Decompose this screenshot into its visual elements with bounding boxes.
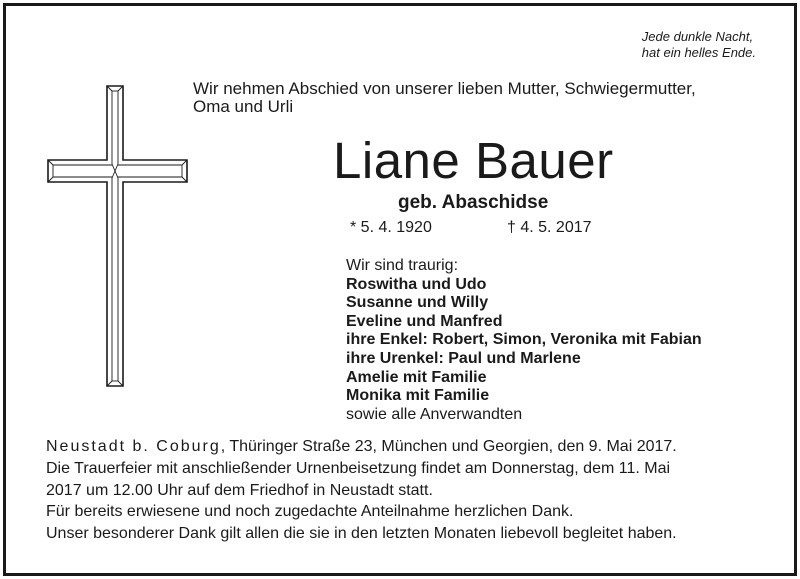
death-date: † 4. 5. 2017 xyxy=(507,219,592,236)
ceremony-line-2: 2017 um 12.00 Uhr auf dem Friedhof in Neustadt statt. xyxy=(46,481,433,499)
life-dates xyxy=(350,218,592,238)
mourner-entry: Eveline und Manfred xyxy=(346,312,503,330)
thanks-line-2: Unser besonderer Dank gilt allen die sie in den letzten Monaten liebevoll begleitet haben. xyxy=(46,525,677,543)
mourner-entry: ihre Urenkel: Paul und Marlene xyxy=(346,349,581,367)
address-date: , Thüringer Straße 23, München und Georgien, den 9. Mai 2017. xyxy=(220,438,677,455)
ceremony-details xyxy=(46,436,766,545)
motto xyxy=(642,29,756,61)
intro-text xyxy=(193,80,753,116)
mourner-entry: Monika mit Familie xyxy=(346,387,490,405)
intro-line-2: Oma und Urli xyxy=(193,97,294,116)
mourner-entry: Roswitha und Udo xyxy=(346,275,487,293)
place-date-line xyxy=(46,436,766,458)
cross-icon xyxy=(46,84,190,388)
mourners-heading: Wir sind traurig: xyxy=(346,257,459,274)
mourners-closing: sowie alle Anverwandten xyxy=(346,405,523,423)
maiden-name: geb. Abaschidse xyxy=(398,192,549,213)
birth-date: * 5. 4. 1920 xyxy=(350,219,432,236)
mourner-entry: ihre Enkel: Robert, Simon, Veronika mit Fabian xyxy=(346,331,702,349)
intro-line-1: Wir nehmen Abschied von unserer lieben Mutter, Schwiegermutter, xyxy=(193,79,696,98)
mourners-list xyxy=(346,257,702,424)
mourner-entry: Susanne und Willy xyxy=(346,294,489,312)
deceased-name: Liane Bauer xyxy=(333,132,614,189)
town-name: Neustadt b. Coburg xyxy=(46,438,221,455)
thanks-line-1: Für bereits erwiesene und noch zugedachte Anteilnahme herzlichen Dank. xyxy=(46,503,574,521)
motto-line-1: Jede dunkle Nacht, xyxy=(641,29,754,44)
mourner-entry: Amelie mit Familie xyxy=(346,368,487,386)
motto-line-2: hat ein helles Ende. xyxy=(641,45,756,60)
ceremony-line-1: Die Trauerfeier mit anschließender Urnenbeisetzung findet am Donnerstag, dem 11. Mai xyxy=(46,459,671,477)
